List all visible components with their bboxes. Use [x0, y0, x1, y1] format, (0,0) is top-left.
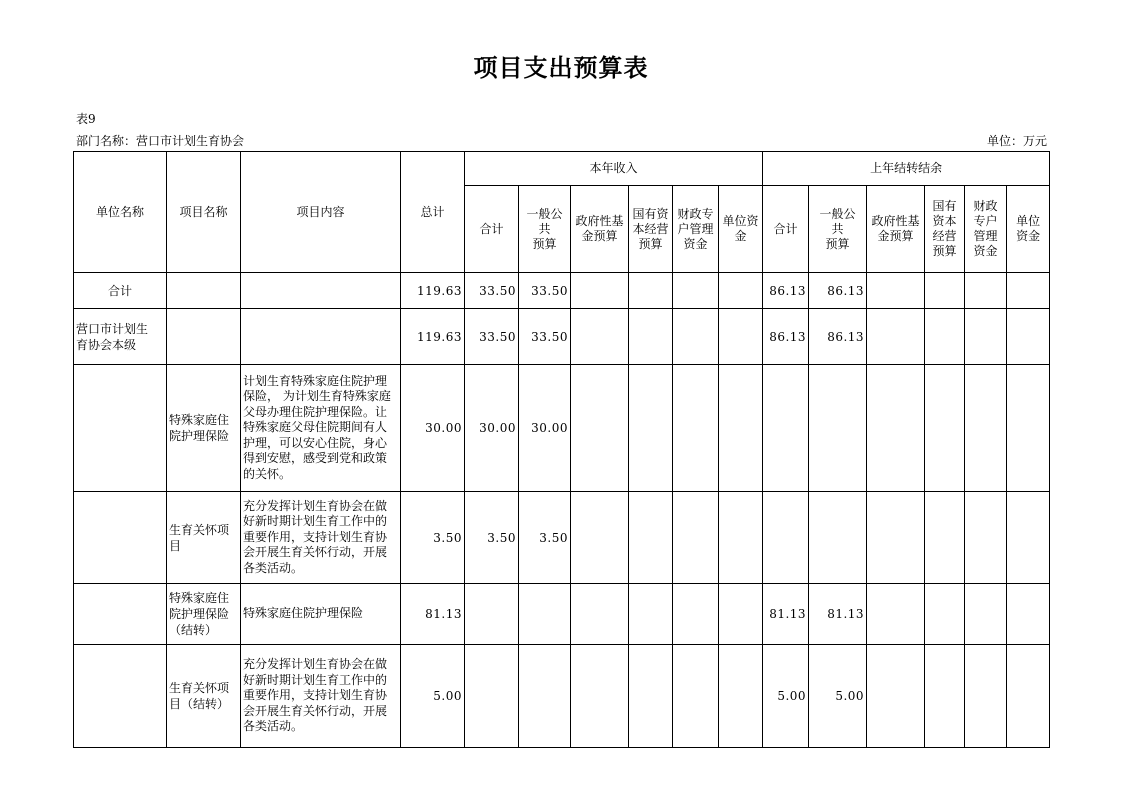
- header-cur-gov-fund: 政府性基 金预算: [571, 186, 629, 273]
- table-row: [74, 309, 1050, 365]
- cell-cur-state: [629, 492, 673, 584]
- cell-prev-fiscal: [965, 309, 1007, 365]
- cell-cur-fiscal: [673, 645, 719, 748]
- cell-content: [241, 309, 401, 365]
- header-cur-fiscal-special: 财政专 户管理 资金: [673, 186, 719, 273]
- header-prev-sum: 合计: [763, 186, 809, 273]
- header-prev-general-public: 一般公 共 预算: [809, 186, 867, 273]
- cell-cur-gov: [571, 584, 629, 645]
- cell-project: [167, 273, 241, 309]
- cell-prev-state: [925, 309, 965, 365]
- cell-prev-unit: [1007, 492, 1050, 584]
- cell-prev-gov: [867, 584, 925, 645]
- cell-cur-unit: [719, 365, 763, 492]
- cell-prev-fiscal: [965, 273, 1007, 309]
- cell-prev-general: 81.13: [809, 584, 867, 645]
- cell-prev-unit: [1007, 365, 1050, 492]
- cell-cur-unit: [719, 492, 763, 584]
- cell-prev-gov: [867, 365, 925, 492]
- header-current-year-income: 本年收入: [465, 152, 763, 186]
- cell-prev-unit: [1007, 584, 1050, 645]
- cell-content: 充分发挥计划生育协会在做好新时期计划生育工作中的重要作用，支持计划生育协会开展生育关怀行动，开展各类活动。: [241, 492, 401, 584]
- table-number: 表9: [76, 112, 96, 126]
- cell-prev-state: [925, 273, 965, 309]
- project-expenditure-table: [73, 151, 1050, 748]
- cell-cur-fiscal: [673, 273, 719, 309]
- cell-total: 3.50: [401, 492, 465, 584]
- header-cur-general-public: 一般公 共 预算: [519, 186, 571, 273]
- cell-prev-gov: [867, 645, 925, 748]
- cell-cur-general: 33.50: [519, 309, 571, 365]
- cell-prev-general: 86.13: [809, 309, 867, 365]
- header-prev-year-carryover: 上年结转结余: [763, 152, 1050, 186]
- cell-content: 充分发挥计划生育协会在做好新时期计划生育工作中的重要作用，支持计划生育协会开展生育关怀行动，开展各类活动。: [241, 645, 401, 748]
- table-row: [74, 645, 1050, 748]
- cell-cur-gov: [571, 492, 629, 584]
- cell-prev-gov: [867, 273, 925, 309]
- cell-total: 30.00: [401, 365, 465, 492]
- cell-unit: [74, 584, 167, 645]
- cell-prev-state: [925, 492, 965, 584]
- table-row: [74, 492, 1050, 584]
- cell-prev-sum: 86.13: [763, 309, 809, 365]
- header-cur-sum: 合计: [465, 186, 519, 273]
- cell-total: 81.13: [401, 584, 465, 645]
- cell-total: 5.00: [401, 645, 465, 748]
- cell-prev-state: [925, 365, 965, 492]
- header-cur-state-capital: 国有资 本经营 预算: [629, 186, 673, 273]
- cell-cur-unit: [719, 645, 763, 748]
- table-row: [74, 365, 1050, 492]
- cell-project: 特殊家庭住 院护理保险 （结转）: [167, 584, 241, 645]
- cell-prev-state: [925, 584, 965, 645]
- cell-prev-unit: [1007, 645, 1050, 748]
- header-prev-gov-fund: 政府性基 金预算: [867, 186, 925, 273]
- cell-total: 119.63: [401, 309, 465, 365]
- cell-cur-unit: [719, 584, 763, 645]
- cell-cur-state: [629, 584, 673, 645]
- cell-content: [241, 273, 401, 309]
- cell-cur-fiscal: [673, 365, 719, 492]
- cell-prev-unit: [1007, 273, 1050, 309]
- cell-unit: [74, 645, 167, 748]
- cell-prev-unit: [1007, 309, 1050, 365]
- cell-prev-fiscal: [965, 645, 1007, 748]
- cell-cur-general: [519, 645, 571, 748]
- unit-label: 单位：万元: [986, 134, 1047, 148]
- cell-cur-sum: [465, 584, 519, 645]
- cell-unit: 合计: [74, 273, 167, 309]
- cell-project: 生育关怀项 目: [167, 492, 241, 584]
- cell-cur-state: [629, 365, 673, 492]
- header-project-name: 项目名称: [167, 152, 241, 273]
- cell-cur-sum: [465, 645, 519, 748]
- page-title: 项目支出预算表: [473, 53, 649, 82]
- cell-cur-state: [629, 273, 673, 309]
- header-total: 总计: [401, 152, 465, 273]
- cell-cur-fiscal: [673, 584, 719, 645]
- header-cur-unit-fund: 单位资 金: [719, 186, 763, 273]
- cell-cur-sum: 30.00: [465, 365, 519, 492]
- cell-prev-state: [925, 645, 965, 748]
- cell-total: 119.63: [401, 273, 465, 309]
- cell-cur-fiscal: [673, 309, 719, 365]
- cell-project: 生育关怀项 目（结转）: [167, 645, 241, 748]
- cell-content: 特殊家庭住院护理保险: [241, 584, 401, 645]
- cell-cur-sum: 33.50: [465, 273, 519, 309]
- header-project-content: 项目内容: [241, 152, 401, 273]
- header-prev-unit-fund: 单位 资金: [1007, 186, 1050, 273]
- cell-prev-sum: 5.00: [763, 645, 809, 748]
- cell-prev-gov: [867, 492, 925, 584]
- cell-cur-unit: [719, 309, 763, 365]
- cell-cur-gov: [571, 309, 629, 365]
- table-row: [74, 584, 1050, 645]
- cell-prev-general: [809, 365, 867, 492]
- header-unit-name: 单位名称: [74, 152, 167, 273]
- cell-content: 计划生育特殊家庭住院护理保险， 为计划生育特殊家庭父母办理住院护理保险。让特殊家庭父母住院期间有人护理，可以安心住院，身心得到安慰，感受到党和政策的关怀。: [241, 365, 401, 492]
- cell-prev-general: 5.00: [809, 645, 867, 748]
- cell-prev-fiscal: [965, 584, 1007, 645]
- cell-cur-state: [629, 645, 673, 748]
- cell-cur-gov: [571, 273, 629, 309]
- cell-unit: [74, 365, 167, 492]
- cell-prev-sum: 81.13: [763, 584, 809, 645]
- cell-prev-fiscal: [965, 365, 1007, 492]
- cell-cur-unit: [719, 273, 763, 309]
- cell-project: 特殊家庭住 院护理保险: [167, 365, 241, 492]
- cell-unit: 营口市计划生 育协会本级: [74, 309, 167, 365]
- cell-project: [167, 309, 241, 365]
- cell-cur-general: [519, 584, 571, 645]
- cell-cur-sum: 33.50: [465, 309, 519, 365]
- cell-prev-sum: [763, 365, 809, 492]
- cell-prev-gov: [867, 309, 925, 365]
- header-prev-state-capital: 国有 资本 经营 预算: [925, 186, 965, 273]
- cell-cur-general: 30.00: [519, 365, 571, 492]
- cell-prev-general: 86.13: [809, 273, 867, 309]
- department-name: 部门名称：营口市计划生育协会: [76, 134, 245, 148]
- cell-unit: [74, 492, 167, 584]
- table-row: [74, 273, 1050, 309]
- cell-prev-sum: [763, 492, 809, 584]
- cell-cur-sum: 3.50: [465, 492, 519, 584]
- cell-cur-general: 33.50: [519, 273, 571, 309]
- cell-cur-state: [629, 309, 673, 365]
- cell-cur-fiscal: [673, 492, 719, 584]
- cell-prev-sum: 86.13: [763, 273, 809, 309]
- cell-cur-gov: [571, 645, 629, 748]
- cell-cur-gov: [571, 365, 629, 492]
- header-prev-fiscal-special: 财政 专户 管理 资金: [965, 186, 1007, 273]
- cell-cur-general: 3.50: [519, 492, 571, 584]
- cell-prev-general: [809, 492, 867, 584]
- cell-prev-fiscal: [965, 492, 1007, 584]
